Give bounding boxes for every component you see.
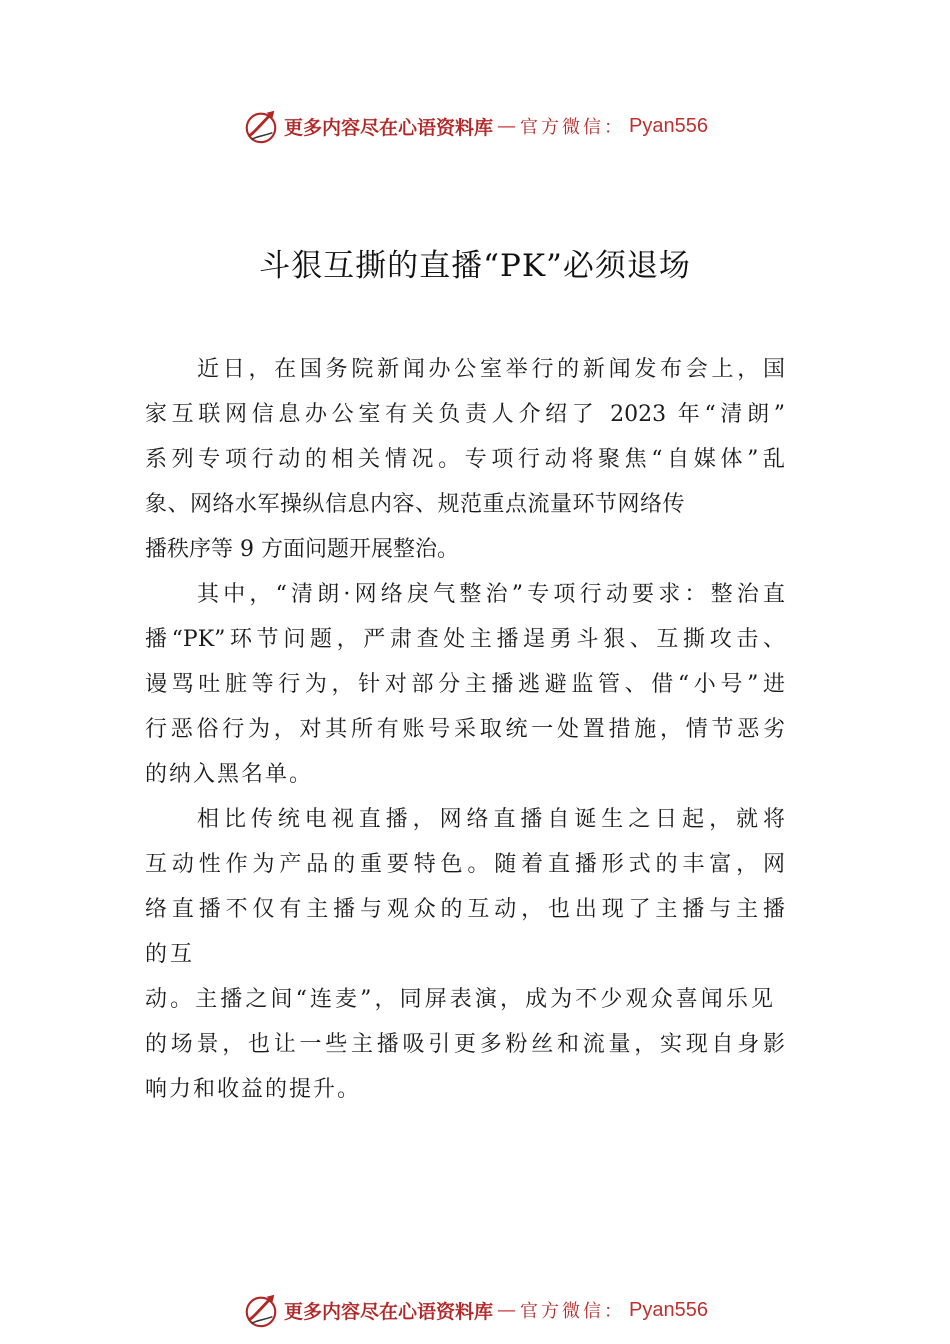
article-title: 斗狠互撕的直播“PK”必须退场: [259, 248, 691, 284]
paragraph-line: 近日，在国务院新闻办公室举行的新闻发布会上，国: [197, 357, 785, 382]
paragraph-line: 播“PK”环节问题，严肃查处主播逞勇斗狠、互撕攻击、: [145, 627, 785, 652]
wechat-id: Pyan556: [629, 1298, 708, 1321]
official-wechat-label: 官方微信：: [520, 1301, 626, 1322]
banner-dash: —: [497, 1299, 517, 1321]
paragraph-line: 行恶俗行为，对其所有账号采取统一处置措施，情节恶劣: [145, 717, 785, 742]
paragraph-line: 其中，“清朗·网络戾气整治”专项行动要求：整治直: [197, 582, 785, 607]
paragraph-line: 象、网络水军操纵信息内容、规范重点流量环节网络传: [145, 492, 686, 517]
footer-banner: [0, 1290, 950, 1330]
wechat-id: Pyan556: [629, 114, 708, 137]
paragraph-line: 的互: [145, 942, 196, 967]
paragraph-line: 播秩序等 9 方面问题开展整治。: [145, 537, 459, 562]
pen-nib-logo-icon: [242, 1291, 280, 1329]
header-banner: [0, 106, 950, 146]
paragraph-line: 响力和收益的提升。: [145, 1077, 362, 1102]
site-name-text: 更多内容尽在心语资料库: [284, 1300, 494, 1323]
paragraph-line: 互动性作为产品的重要特色。随着直播形式的丰富，网: [145, 852, 785, 877]
pen-nib-logo-icon: [242, 107, 280, 145]
paragraph-line: 相比传统电视直播，网络直播自诞生之日起，就将: [197, 807, 785, 832]
site-name-text: 更多内容尽在心语资料库: [284, 116, 494, 139]
paragraph-line: 家互联网信息办公室有关负责人介绍了 2023 年“清朗”: [145, 402, 785, 427]
paragraph-line: 谩骂吐脏等行为，针对部分主播逃避监管、借“小号”进: [145, 672, 785, 697]
paragraph-line: 的纳入黑名单。: [145, 762, 314, 787]
paragraph-line: 络直播不仅有主播与观众的互动，也出现了主播与主播: [145, 897, 785, 922]
banner-dash: —: [497, 115, 517, 137]
official-wechat-label: 官方微信：: [520, 117, 626, 138]
paragraph-line: 的场景，也让一些主播吸引更多粉丝和流量，实现自身影: [145, 1032, 785, 1057]
paragraph-line: 动。主播之间“连麦”，同屏表演，成为不少观众喜闻乐见: [145, 987, 773, 1012]
paragraph-line: 系列专项行动的相关情况。专项行动将聚焦“自媒体”乱: [145, 447, 785, 472]
article-body: [145, 347, 795, 1112]
